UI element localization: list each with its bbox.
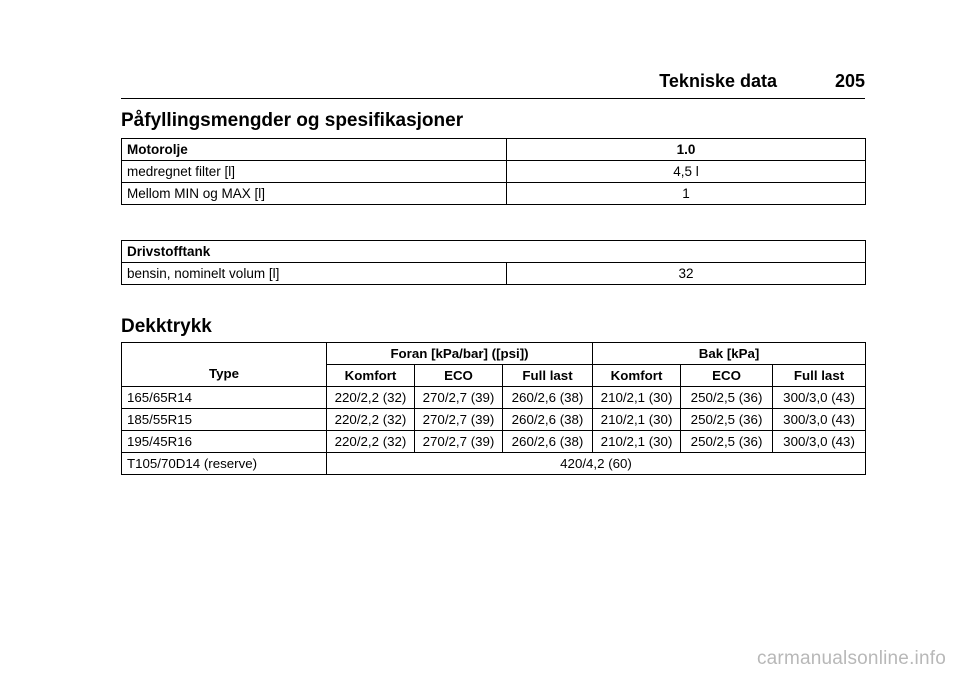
table-cell: 195/45R16: [122, 431, 327, 453]
table-cell: 210/2,1 (30): [593, 409, 681, 431]
table-row: [122, 183, 866, 205]
table-cell: 250/2,5 (36): [681, 387, 773, 409]
table-row: [122, 161, 866, 183]
table-cell: medregnet filter [l]: [122, 161, 507, 183]
table-cell: Mellom MIN og MAX [l]: [122, 183, 507, 205]
table-cell: 1: [507, 183, 866, 205]
subheader-cell: ECO: [415, 365, 503, 387]
front-header: Foran [kPa/bar] ([psi]): [327, 343, 593, 365]
table-cell: 260/2,6 (38): [503, 409, 593, 431]
rear-header: Bak [kPa]: [593, 343, 866, 365]
table-row: [122, 431, 866, 453]
table-cell: 300/3,0 (43): [773, 431, 866, 453]
table-cell: 185/55R15: [122, 409, 327, 431]
table-cell: 210/2,1 (30): [593, 431, 681, 453]
subheader-cell: ECO: [681, 365, 773, 387]
watermark: carmanualsonline.info: [756, 648, 946, 669]
table-row: [122, 263, 866, 285]
table-cell: 250/2,5 (36): [681, 409, 773, 431]
subheader-cell: Komfort: [327, 365, 415, 387]
header-section-title: Tekniske data: [659, 71, 777, 91]
table-header-row: [122, 139, 866, 161]
table-cell: 300/3,0 (43): [773, 387, 866, 409]
table-cell: 420/4,2 (60): [327, 453, 866, 475]
table-row: [122, 409, 866, 431]
table-cell: 32: [507, 263, 866, 285]
table-cell: 165/65R14: [122, 387, 327, 409]
table-cell: 270/2,7 (39): [415, 387, 503, 409]
table-cell: 220/2,2 (32): [327, 387, 415, 409]
table-header-cell: 1.0: [507, 139, 866, 161]
table-cell: 220/2,2 (32): [327, 431, 415, 453]
tyre-pressure-table: [121, 342, 866, 475]
page-number: 205: [834, 71, 865, 91]
table-cell: 270/2,7 (39): [415, 431, 503, 453]
tyre-section-title: Dekktrykk: [121, 316, 212, 337]
table-cell: 4,5 l: [507, 161, 866, 183]
table-row-spare: [122, 453, 866, 475]
table-cell: 210/2,1 (30): [593, 387, 681, 409]
fuel-tank-table: [121, 240, 866, 285]
table-row: [122, 387, 866, 409]
subheader-cell: Full last: [503, 365, 593, 387]
table-cell: bensin, nominelt volum [l]: [122, 263, 507, 285]
fill-section-title: Påfyllingsmengder og spesifikasjoner: [121, 110, 464, 131]
page-header: [121, 70, 865, 99]
engine-oil-table: [121, 138, 866, 205]
type-header: Type: [122, 343, 327, 387]
table-header-row: [122, 241, 866, 263]
subheader-cell: Full last: [773, 365, 866, 387]
table-cell: 260/2,6 (38): [503, 431, 593, 453]
table-cell: 270/2,7 (39): [415, 409, 503, 431]
table-header-cell: Motorolje: [122, 139, 507, 161]
table-cell: 250/2,5 (36): [681, 431, 773, 453]
table-header-row: [122, 343, 866, 365]
table-header-cell: Drivstofftank: [122, 241, 866, 263]
table-cell: 260/2,6 (38): [503, 387, 593, 409]
table-cell: T105/70D14 (reserve): [122, 453, 327, 475]
table-cell: 220/2,2 (32): [327, 409, 415, 431]
subheader-cell: Komfort: [593, 365, 681, 387]
table-cell: 300/3,0 (43): [773, 409, 866, 431]
